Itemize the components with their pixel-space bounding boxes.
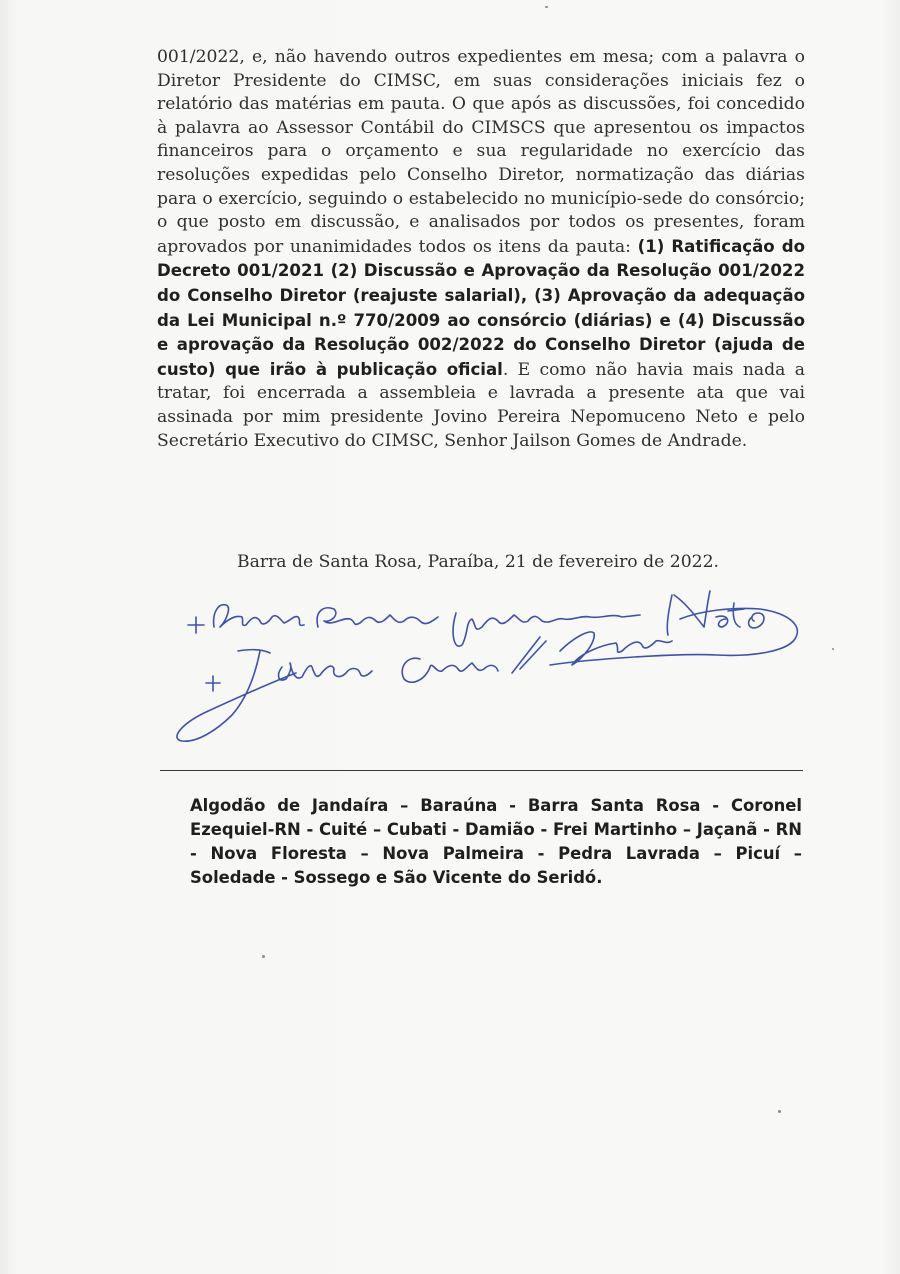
footer-member-municipalities: Algodão de Jandaíra – Baraúna - Barra Santa Rosa - Coronel Ezequiel-RN - Cuité – Cubati - Damião - Frei Martinho – Jaçanã - RN - Nova Floresta – Nova Palmeira - Pedra Lavrada – Picuí – Soledade - Sossego e São Vicente do Seridó.	[190, 796, 802, 887]
scan-speck	[832, 648, 834, 650]
body-text-intro: 001/2022, e, não havendo outros expedientes em mesa; com a palavra o Diretor Presidente do CIMSC, em suas considerações iniciais fez o relatório das matérias em pauta. O que após as discussões, foi concedido à palavra ao Assessor Contábil do CIMSCS que apresentou os impactos financeiros para o orçamento e sua regularidade no exercício das resoluções expedidas pelo Conselho Diretor, normatização das diárias para o exercício, seguindo o estabelecido no município-sede do consórcio; o que posto em discussão, e analisados por todos os presentes, foram aprovados por unanimidades todos os itens da pauta:	[157, 47, 805, 257]
body-text-agenda-items: (1) Ratificação do Decreto 001/2021 (2) Discussão e Aprovação da Resolução 001/2022 do Conselho Diretor (reajuste salarial), (3) Aprovação da adequação da Lei Municipal n.º 770/2009 ao consórcio (diárias) e (4) Discussão e aprovação da Resolução 002/2022 do Conselho Diretor (ajuda de custo) que irão à publicação oficial	[157, 236, 805, 379]
footer-divider-line	[160, 770, 803, 771]
body-text-closing: . E como não havia mais nada a tratar, foi encerrada a assembleia e lavrada a presente ata que vai assinada por mim presidente Jovino Pereira Nepomuceno Neto e pelo Secretário Executivo do CIMSC, Senhor Jailson Gomes de Andrade.	[157, 359, 805, 451]
scan-speck	[778, 1110, 781, 1113]
scan-speck	[262, 955, 265, 958]
scan-speck	[545, 6, 548, 8]
minutes-body-paragraph	[157, 46, 805, 453]
signature-president	[188, 591, 764, 646]
place-and-date: Barra de Santa Rosa, Paraíba, 21 de fevereiro de 2022.	[237, 552, 719, 572]
signature-secretary	[177, 608, 797, 741]
handwritten-signatures	[120, 555, 840, 755]
